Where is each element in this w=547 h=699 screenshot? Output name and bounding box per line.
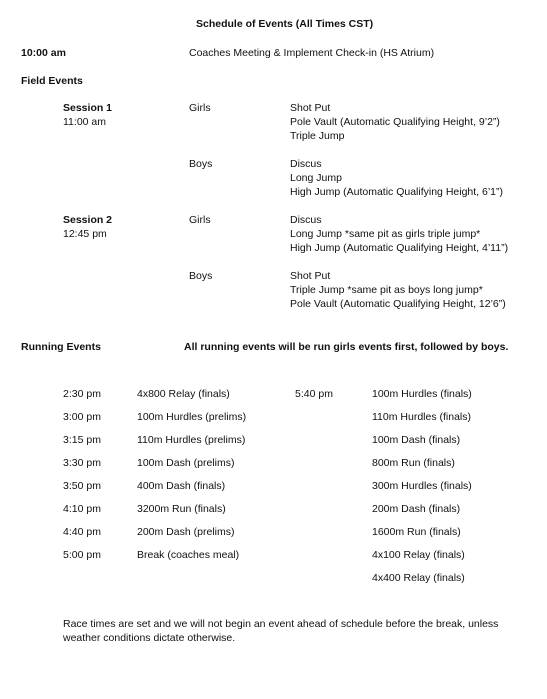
running-time-finals: 5:40 pm xyxy=(295,388,333,400)
running-event: 110m Hurdles (prelims) xyxy=(137,434,246,446)
page-title: Schedule of Events (All Times CST) xyxy=(196,18,374,30)
field-events-heading: Field Events xyxy=(21,75,83,87)
running-time: 4:40 pm xyxy=(63,526,101,538)
running-event: 300m Hurdles (finals) xyxy=(372,480,472,492)
running-time: 3:50 pm xyxy=(63,480,101,492)
event-item: Discus xyxy=(290,214,322,226)
session-2-girls-label: Girls xyxy=(189,214,211,226)
running-time: 4:10 pm xyxy=(63,503,101,515)
event-item: Shot Put xyxy=(290,102,331,114)
event-item: Pole Vault (Automatic Qualifying Height, 9’2”) xyxy=(290,116,500,128)
running-event: 4x100 Relay (finals) xyxy=(372,549,465,561)
event-item: Discus xyxy=(290,158,322,170)
running-time: 2:30 pm xyxy=(63,388,101,400)
session-1 xyxy=(63,101,112,129)
event-item: High Jump (Automatic Qualifying Height, 4’11”) xyxy=(290,242,509,254)
session-2 xyxy=(63,213,112,241)
event-item: Triple Jump xyxy=(290,130,345,142)
meeting-text: Coaches Meeting & Implement Check-in (HS Atrium) xyxy=(189,47,435,59)
running-event: 100m Hurdles (finals) xyxy=(372,388,472,400)
event-item: Triple Jump *same pit as boys long jump* xyxy=(290,284,483,296)
running-event: 110m Hurdles (finals) xyxy=(372,411,472,423)
running-events-heading: Running Events xyxy=(21,341,101,353)
session-1-boys-events xyxy=(290,157,503,199)
running-event: 1600m Run (finals) xyxy=(372,526,461,538)
running-event: 4x800 Relay (finals) xyxy=(137,388,230,400)
running-time: 3:15 pm xyxy=(63,434,101,446)
running-event: 3200m Run (finals) xyxy=(137,503,226,515)
session-name: Session 1 xyxy=(63,102,113,114)
running-event: 400m Dash (finals) xyxy=(137,480,226,492)
footer-note: Race times are set and we will not begin an event ahead of schedule before the break, unless weather conditions dictate otherwise. xyxy=(63,618,499,644)
running-event: 4x400 Relay (finals) xyxy=(372,572,465,584)
event-item: High Jump (Automatic Qualifying Height, 6’1”) xyxy=(290,186,504,198)
running-event: 100m Hurdles (prelims) xyxy=(137,411,247,423)
session-time: 11:00 am xyxy=(63,116,106,128)
session-name: Session 2 xyxy=(63,214,113,226)
event-item: Long Jump *same pit as girls triple jump* xyxy=(290,228,481,240)
session-2-boys-label: Boys xyxy=(189,270,213,282)
running-time: 5:00 pm xyxy=(63,549,101,561)
event-item: Pole Vault (Automatic Qualifying Height, 12’6”) xyxy=(290,298,506,310)
running-events-note: All running events will be run girls events first, followed by boys. xyxy=(184,341,509,353)
running-event: Break (coaches meal) xyxy=(137,549,240,561)
running-time: 3:00 pm xyxy=(63,411,101,423)
meeting-time: 10:00 am xyxy=(21,47,66,59)
session-2-boys-events xyxy=(290,269,506,311)
session-1-girls-events xyxy=(290,101,500,143)
running-event: 800m Run (finals) xyxy=(372,457,455,469)
session-1-boys-label: Boys xyxy=(189,158,213,170)
event-item: Long Jump xyxy=(290,172,342,184)
running-event: 200m Dash (prelims) xyxy=(137,526,235,538)
running-time: 3:30 pm xyxy=(63,457,101,469)
running-event: 100m Dash (prelims) xyxy=(137,457,235,469)
session-1-girls-label: Girls xyxy=(189,102,211,114)
running-event: 100m Dash (finals) xyxy=(372,434,461,446)
event-item: Shot Put xyxy=(290,270,331,282)
session-2-girls-events xyxy=(290,213,508,255)
session-time: 12:45 pm xyxy=(63,228,107,240)
running-event: 200m Dash (finals) xyxy=(372,503,461,515)
